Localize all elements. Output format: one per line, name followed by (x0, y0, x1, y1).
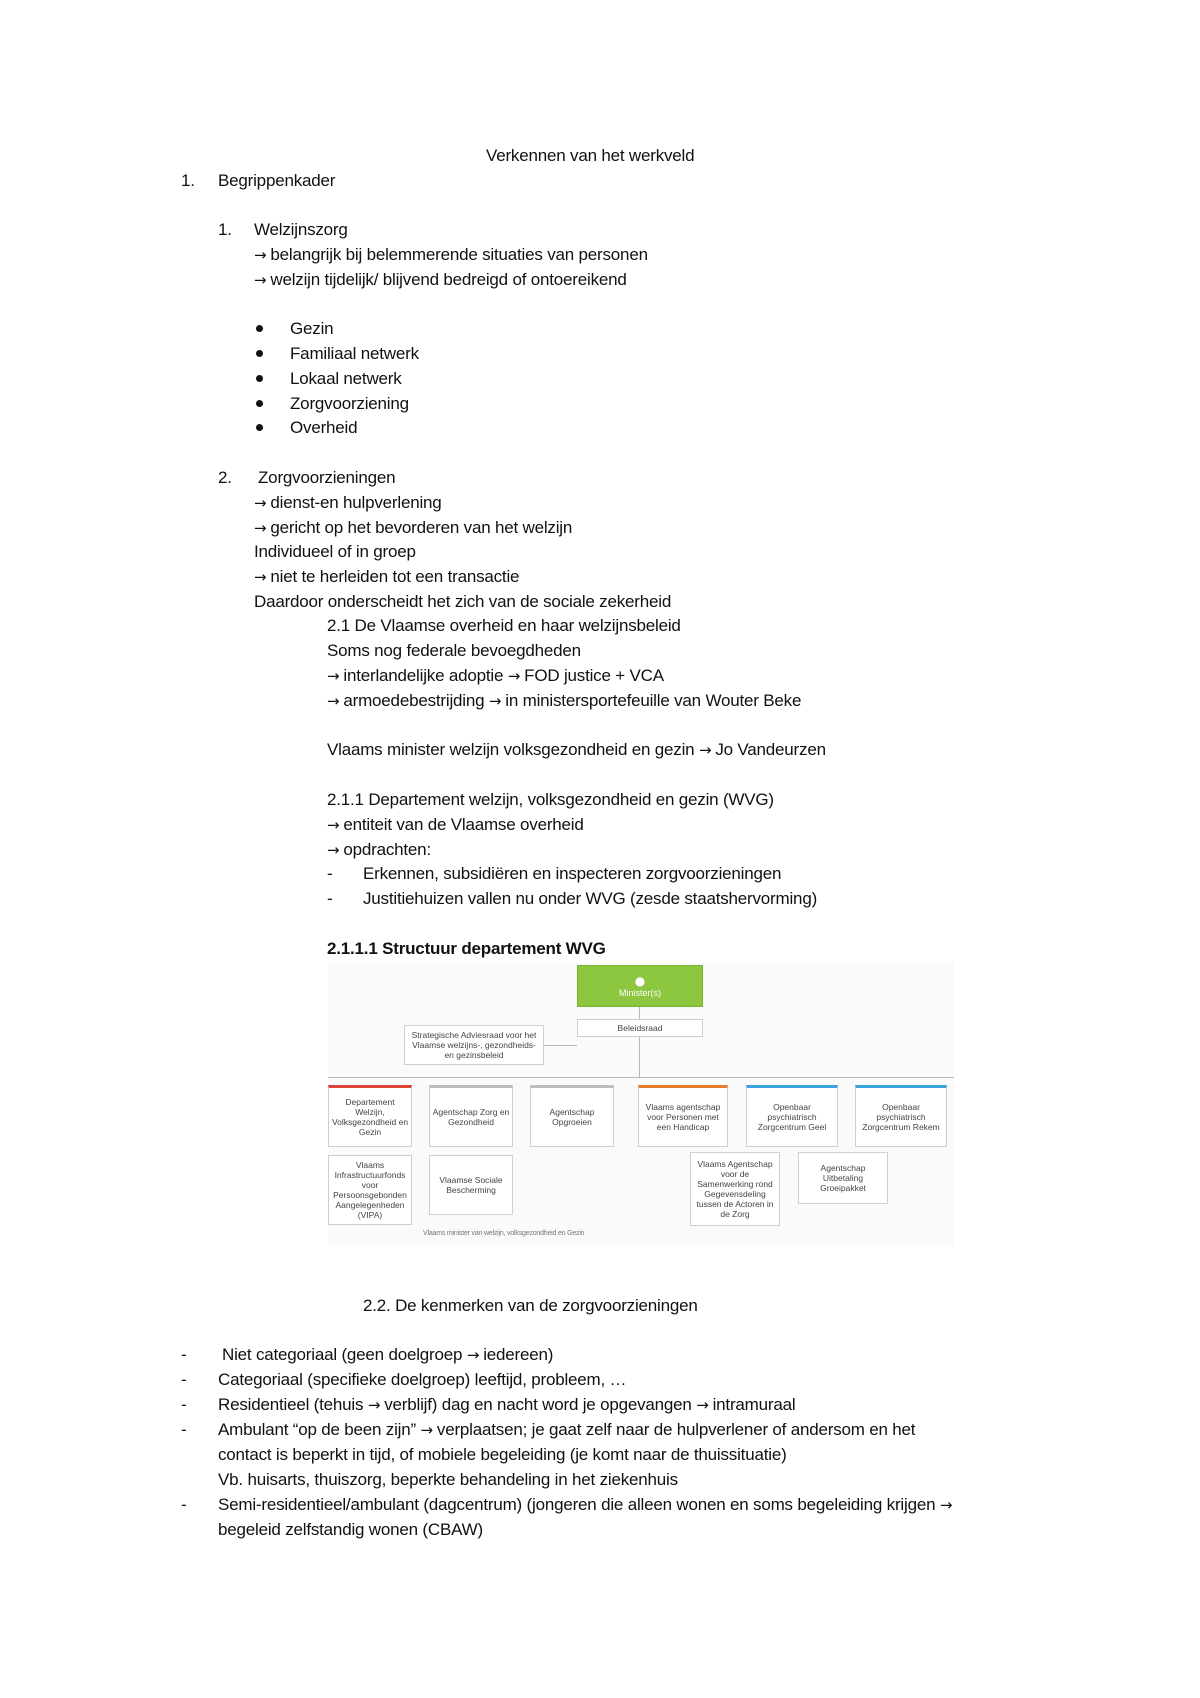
arrow-icon: → (327, 841, 340, 859)
text-line: Vlaams minister welzijn volksgezondheid en gezin → Jo Vandeurzen (327, 740, 826, 759)
org-beleidsraad-box: Beleidsraad (577, 1019, 703, 1037)
arrow-line: → armoedebestrijding → in ministersportefeuille van Wouter Beke (327, 691, 802, 710)
arrow-icon: → (327, 667, 340, 685)
arrow-icon: → (327, 816, 340, 834)
arrow-line: → entiteit van de Vlaamse overheid (327, 815, 584, 834)
list-item: Zorgvoorziening (290, 394, 409, 413)
dash-item: Niet categoriaal (geen doelgroep → iedereen) (222, 1345, 554, 1364)
org-handicap-box: Vlaams agentschap voor Personen met een Handicap (638, 1085, 728, 1147)
dash-marker: - (327, 889, 333, 908)
org-geel-box: Openbaar psychiatrisch Zorgcentrum Geel (746, 1085, 838, 1147)
org-uitbetaling-box: Agentschap Uitbetaling Groeipakket (798, 1152, 888, 1204)
org-zorg-box: Agentschap Zorg en Gezondheid (429, 1085, 513, 1147)
dash-item-continuation: Vb. huisarts, thuiszorg, beperkte behandeling in het ziekenhuis (218, 1470, 678, 1489)
arrow-icon: → (420, 1421, 433, 1439)
dash-marker: - (181, 1420, 187, 1439)
bullet-icon (256, 325, 263, 332)
bullet-icon (256, 424, 263, 431)
bullet-icon (256, 375, 263, 382)
arrow-line: → opdrachten: (327, 840, 431, 859)
dash-item: Justitiehuizen vallen nu onder WVG (zesde staatshervorming) (363, 889, 818, 908)
dash-item: Semi-residentieel/ambulant (dagcentrum) (jongeren die alleen wonen en soms begeleiding krijgen → (218, 1495, 953, 1514)
subsection-heading: 2.1 De Vlaamse overheid en haar welzijnsbeleid (327, 616, 681, 635)
arrow-icon: → (939, 1496, 953, 1514)
text-line: Daardoor onderscheidt het zich van de sociale zekerheid (254, 592, 672, 611)
text-line: Soms nog federale bevoegdheden (327, 641, 581, 660)
text-line: Individueel of in groep (254, 542, 416, 561)
org-sociale-bescherming-box: Vlaamse Sociale Bescherming (429, 1155, 513, 1215)
arrow-icon: → (254, 494, 267, 512)
arrow-icon: → (367, 1396, 381, 1414)
dash-marker: - (181, 1395, 187, 1414)
arrow-icon: → (507, 667, 521, 685)
org-caption: Vlaams minister van welzijn, volksgezondheid en Gezin (423, 1230, 585, 1237)
arrow-line: → interlandelijke adoptie → FOD justice + VCA (327, 666, 664, 685)
arrow-icon: → (466, 1346, 480, 1364)
arrow-icon: → (696, 1396, 709, 1414)
subsection-heading: 2.1.1 Departement welzijn, volksgezondheid en gezin (WVG) (327, 790, 774, 809)
dash-marker: - (181, 1495, 187, 1514)
item-number: 1. (218, 220, 232, 239)
dash-marker: - (181, 1345, 187, 1364)
section-heading: Begrippenkader (218, 171, 336, 190)
arrow-icon: → (698, 741, 712, 759)
item-label: Welzijnszorg (254, 220, 348, 239)
arrow-line: → dienst-en hulpverlening (254, 493, 442, 512)
item-label: Zorgvoorzieningen (258, 468, 396, 487)
item-number: 2. (218, 468, 232, 487)
list-item: Familiaal netwerk (290, 344, 419, 363)
org-chart (328, 963, 954, 1245)
arrow-icon: → (254, 271, 267, 289)
org-vipa-box: Vlaams Infrastructuurfonds voor Persoonsgebonden Aangelegenheden (VIPA) (328, 1155, 412, 1225)
dash-item-continuation: begeleid zelfstandig wonen (CBAW) (218, 1520, 483, 1539)
dash-item: Ambulant “op de been zijn” → verplaatsen; je gaat zelf naar de hulpverlener of andersom en het (218, 1420, 916, 1439)
arrow-icon: → (254, 568, 267, 586)
list-item: Gezin (290, 319, 334, 338)
arrow-line: → welzijn tijdelijk/ blijvend bedreigd of ontoereikend (254, 270, 627, 289)
user-icon: ● (634, 973, 646, 988)
dash-item: Erkennen, subsidiëren en inspecteren zorgvoorzieningen (363, 864, 782, 883)
dash-marker: - (327, 864, 333, 883)
org-samenwerking-box: Vlaams Agentschap voor de Samenwerking rond Gegevensdeling tussen de Actoren in de Zorg (690, 1152, 780, 1226)
org-opgroeien-box: Agentschap Opgroeien (530, 1085, 614, 1147)
arrow-line: → gericht op het bevorderen van het welzijn (254, 518, 573, 537)
arrow-icon: → (488, 692, 502, 710)
dash-item-continuation: contact is beperkt in tijd, of mobiele begeleiding (je komt naar de thuissituatie) (218, 1445, 787, 1464)
dash-item: Categoriaal (specifieke doelgroep) leeftijd, probleem, … (218, 1370, 627, 1389)
arrow-icon: → (254, 246, 267, 264)
list-item: Overheid (290, 418, 358, 437)
arrow-icon: → (254, 519, 267, 537)
bullet-icon (256, 350, 263, 357)
list-item: Lokaal netwerk (290, 369, 402, 388)
arrow-line: → niet te herleiden tot een transactie (254, 567, 520, 586)
org-rekem-box: Openbaar psychiatrisch Zorgcentrum Rekem (855, 1085, 947, 1147)
subsection-heading: 2.1.1.1 Structuur departement WVG (327, 939, 606, 958)
bullet-icon (256, 400, 263, 407)
arrow-icon: → (327, 692, 340, 710)
org-departement-box: Departement Welzijn, Volksgezondheid en Gezin (328, 1085, 412, 1147)
org-minister-box: ● Minister(s) (577, 965, 703, 1007)
subsection-heading: 2.2. De kenmerken van de zorgvoorzieningen (363, 1296, 698, 1315)
arrow-line: → belangrijk bij belemmerende situaties van personen (254, 245, 648, 264)
page-title: Verkennen van het werkveld (486, 146, 695, 165)
section-number: 1. (181, 171, 195, 190)
dash-marker: - (181, 1370, 187, 1389)
dash-item: Residentieel (tehuis → verblijf) dag en nacht word je opgevangen → intramuraal (218, 1395, 796, 1414)
org-strategische-box: Strategische Adviesraad voor het Vlaamse welzijns-, gezondheids- en gezinsbeleid (404, 1025, 544, 1065)
